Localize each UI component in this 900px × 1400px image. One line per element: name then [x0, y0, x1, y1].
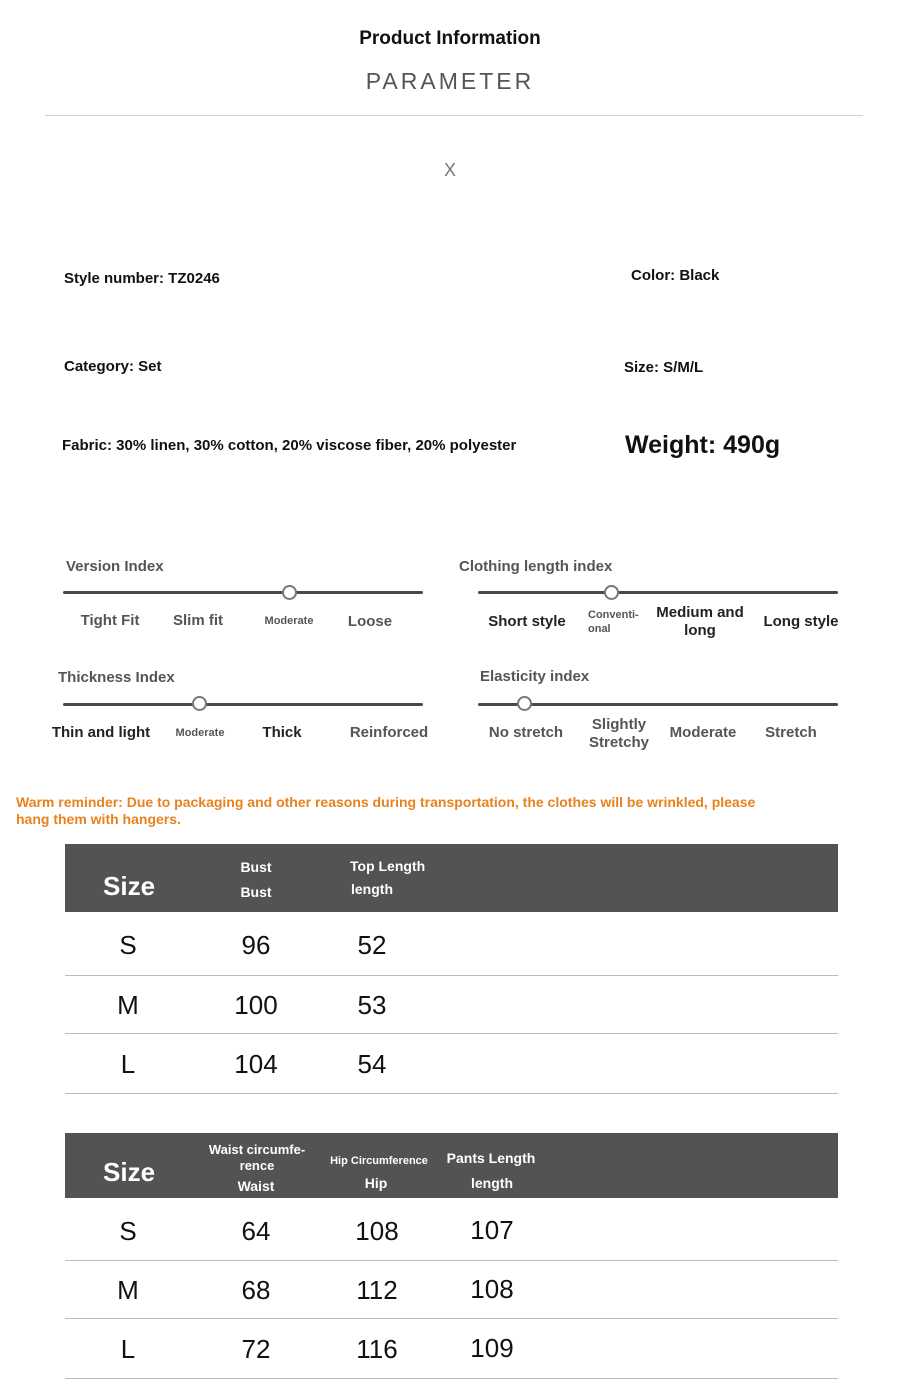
pants-header-length-sub: length — [471, 1175, 513, 1191]
elasticity-option: No stretch — [488, 724, 564, 741]
header-divider — [45, 115, 863, 116]
version-index-track — [63, 591, 423, 594]
version-option: Loose — [347, 613, 393, 630]
table-row-divider — [65, 1378, 838, 1379]
pants-header-waist: Waist circumfe- rence — [208, 1142, 306, 1173]
table-cell-size: S — [119, 930, 137, 960]
top-table-header — [65, 844, 838, 912]
table-cell-length: 54 — [357, 1049, 387, 1079]
pants-header-length: Pants Length — [446, 1150, 536, 1166]
table-cell-size: M — [117, 990, 139, 1020]
pants-header-size: Size — [103, 1157, 156, 1187]
close-icon: X — [443, 160, 456, 180]
pants-header-hip-sub: Hip — [364, 1175, 388, 1191]
thickness-index-knob — [192, 696, 207, 711]
color-info: Color: Black — [631, 267, 720, 284]
length-index-knob — [604, 585, 619, 600]
table-row-divider — [65, 1318, 838, 1319]
thickness-index-title: Thickness Index — [58, 669, 175, 686]
table-row-divider — [65, 1093, 838, 1094]
page-title: Product Information — [359, 28, 541, 49]
table-cell-hip: 108 — [355, 1216, 399, 1246]
elasticity-option: Moderate — [669, 724, 737, 741]
table-row-divider — [65, 975, 838, 976]
table-cell-hip: 112 — [356, 1275, 398, 1305]
thickness-index-track — [63, 703, 423, 706]
warm-reminder: Warm reminder: Due to packaging and other reasons during transportation, the clothes will be wrinkled, please hang them with hangers. — [16, 794, 756, 827]
table-cell-size: M — [117, 1275, 139, 1305]
version-option: Tight Fit — [80, 612, 140, 629]
thickness-option: Thin and light — [51, 724, 151, 741]
top-header-length-sub: length — [351, 881, 393, 897]
page-subtitle: PARAMETER — [365, 68, 535, 94]
table-cell-size: S — [119, 1216, 137, 1246]
style-number: Style number: TZ0246 — [64, 270, 220, 287]
table-row-divider — [65, 1260, 838, 1261]
table-cell-bust: 96 — [241, 930, 271, 960]
length-option: Short style — [488, 613, 566, 630]
version-index-title: Version Index — [66, 558, 164, 575]
length-index-track — [478, 591, 838, 594]
version-index-knob — [282, 585, 297, 600]
category-info: Category: Set — [64, 358, 162, 375]
size-info: Size: S/M/L — [624, 359, 704, 376]
fabric-info: Fabric: 30% linen, 30% cotton, 20% viscose fiber, 20% polyester — [62, 437, 517, 454]
table-cell-hip: 116 — [356, 1334, 398, 1364]
table-cell-length: 52 — [357, 930, 387, 960]
table-cell-pants-length: 109 — [470, 1333, 514, 1363]
table-cell-pants-length: 107 — [470, 1215, 514, 1245]
table-cell-waist: 64 — [241, 1216, 271, 1246]
version-option: Slim fit — [172, 612, 223, 629]
length-option: Medium and long — [656, 604, 744, 639]
top-header-length: Top Length — [350, 858, 426, 874]
length-index-title: Clothing length index — [459, 558, 613, 575]
table-cell-size: L — [120, 1334, 136, 1364]
top-header-size: Size — [103, 871, 156, 901]
length-option: Long style — [763, 613, 839, 630]
thickness-option: Thick — [262, 724, 302, 741]
table-cell-waist: 68 — [241, 1275, 271, 1305]
table-cell-pants-length: 108 — [470, 1274, 514, 1304]
table-cell-bust: 104 — [234, 1049, 278, 1079]
table-cell-size: L — [120, 1049, 136, 1079]
table-cell-length: 53 — [357, 990, 387, 1020]
elasticity-index-knob — [517, 696, 532, 711]
elasticity-index-title: Elasticity index — [480, 668, 590, 685]
length-option: Conventi- onal — [588, 609, 639, 635]
table-cell-waist: 72 — [241, 1334, 271, 1364]
version-option: Moderate — [264, 615, 314, 627]
weight-info: Weight: 490g — [625, 431, 781, 459]
elasticity-option: Slightly Stretchy — [588, 716, 650, 751]
table-row-divider — [65, 1033, 838, 1034]
top-header-bust: Bust — [240, 859, 272, 875]
top-header-bust-sub: Bust — [240, 884, 272, 900]
table-cell-bust: 100 — [234, 990, 278, 1020]
thickness-option: Moderate — [175, 727, 225, 739]
elasticity-option: Stretch — [765, 724, 817, 741]
pants-header-waist-sub: Waist — [237, 1178, 275, 1194]
thickness-option: Reinforced — [349, 724, 429, 741]
pants-header-hip: Hip Circumference — [330, 1155, 428, 1167]
